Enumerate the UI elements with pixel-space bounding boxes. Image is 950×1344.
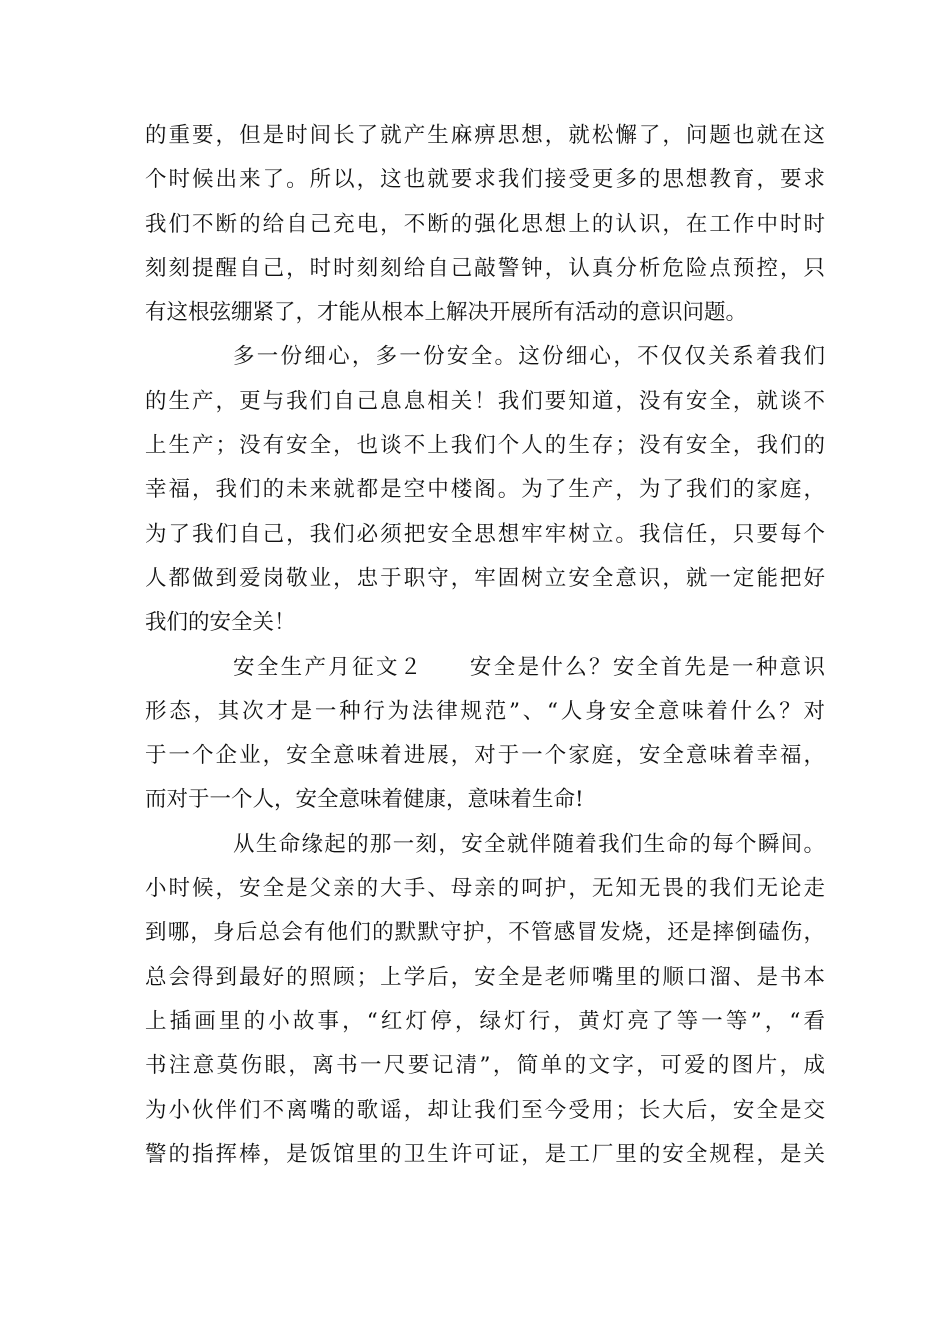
text-line: 小时候，安全是父亲的大手、母亲的呵护，无知无畏的我们无论走 [145,876,825,902]
text-line: 为了我们自己，我们必须把安全思想牢牢树立。我信任，只要每个 [145,521,825,547]
document-body [145,114,825,1177]
text-line: 上生产；没有安全，也谈不上我们个人的生存；没有安全，我们的 [145,433,825,459]
text-line: 而对于一个人，安全意味着健康，意味着生命! [145,787,584,813]
text-line: 上插画里的小故事，“红灯停，绿灯行，黄灯亮了等一等”，“看 [145,1008,825,1034]
text-line: 从生命缘起的那一刻，安全就伴随着我们生命的每个瞬间。 [233,831,825,857]
text-line: 个时候出来了。所以，这也就要求我们接受更多的思想教育，要求 [145,167,825,193]
text-line: 到哪，身后总会有他们的默默守护，不管感冒发烧，还是摔倒磕伤， [145,920,825,946]
text-line: 为小伙伴们不离嘴的歌谣，却让我们至今受用；长大后，安全是交 [145,1097,825,1123]
text-line: 幸福，我们的未来就都是空中楼阁。为了生产，为了我们的家庭， [145,477,825,503]
text-line: 我们的安全关！ [145,610,296,636]
text-line: 的生产，更与我们自己息息相关！我们要知道，没有安全，就谈不 [145,388,825,414]
text-line: 于一个企业，安全意味着进展，对于一个家庭，安全意味着幸福， [145,743,825,769]
text-line: 总会得到最好的照顾；上学后，安全是老师嘴里的顺口溜、是书本 [145,964,825,990]
text-line: 多一份细心，多一份安全。这份细心，不仅仅关系着我们 [233,344,825,370]
text-line: 形态，其次才是一种行为法律规范”、“人身安全意味着什么？对 [145,698,825,724]
text-line: 警的指挥棒，是饭馆里的卫生许可证，是工厂里的安全规程，是关 [145,1141,825,1167]
text-line: 刻刻提醒自己，时时刻刻给自己敲警钟，认真分析危险点预控，只 [145,255,825,281]
text-line: 的重要，但是时间长了就产生麻痹思想，就松懈了，问题也就在这 [145,123,825,148]
text-line: 我们不断的给自己充电，不断的强化思想上的认识，在工作中时时 [145,211,825,237]
section-heading: 安全生产月征文２ [233,654,424,680]
text-line: 人都做到爱岗敬业，忠于职守，牢固树立安全意识，就一定能把好 [145,565,825,591]
text-line-inline: 安全是什么？安全首先是一种意识 [467,654,825,680]
section-heading-line [145,646,825,690]
text-line: 书注意莫伤眼，离书一尺要记清”，简单的文字，可爱的图片，成 [145,1053,825,1079]
text-line: 有这根弦绷紧了，才能从根本上解决开展所有活动的意识问题。 [145,300,748,326]
